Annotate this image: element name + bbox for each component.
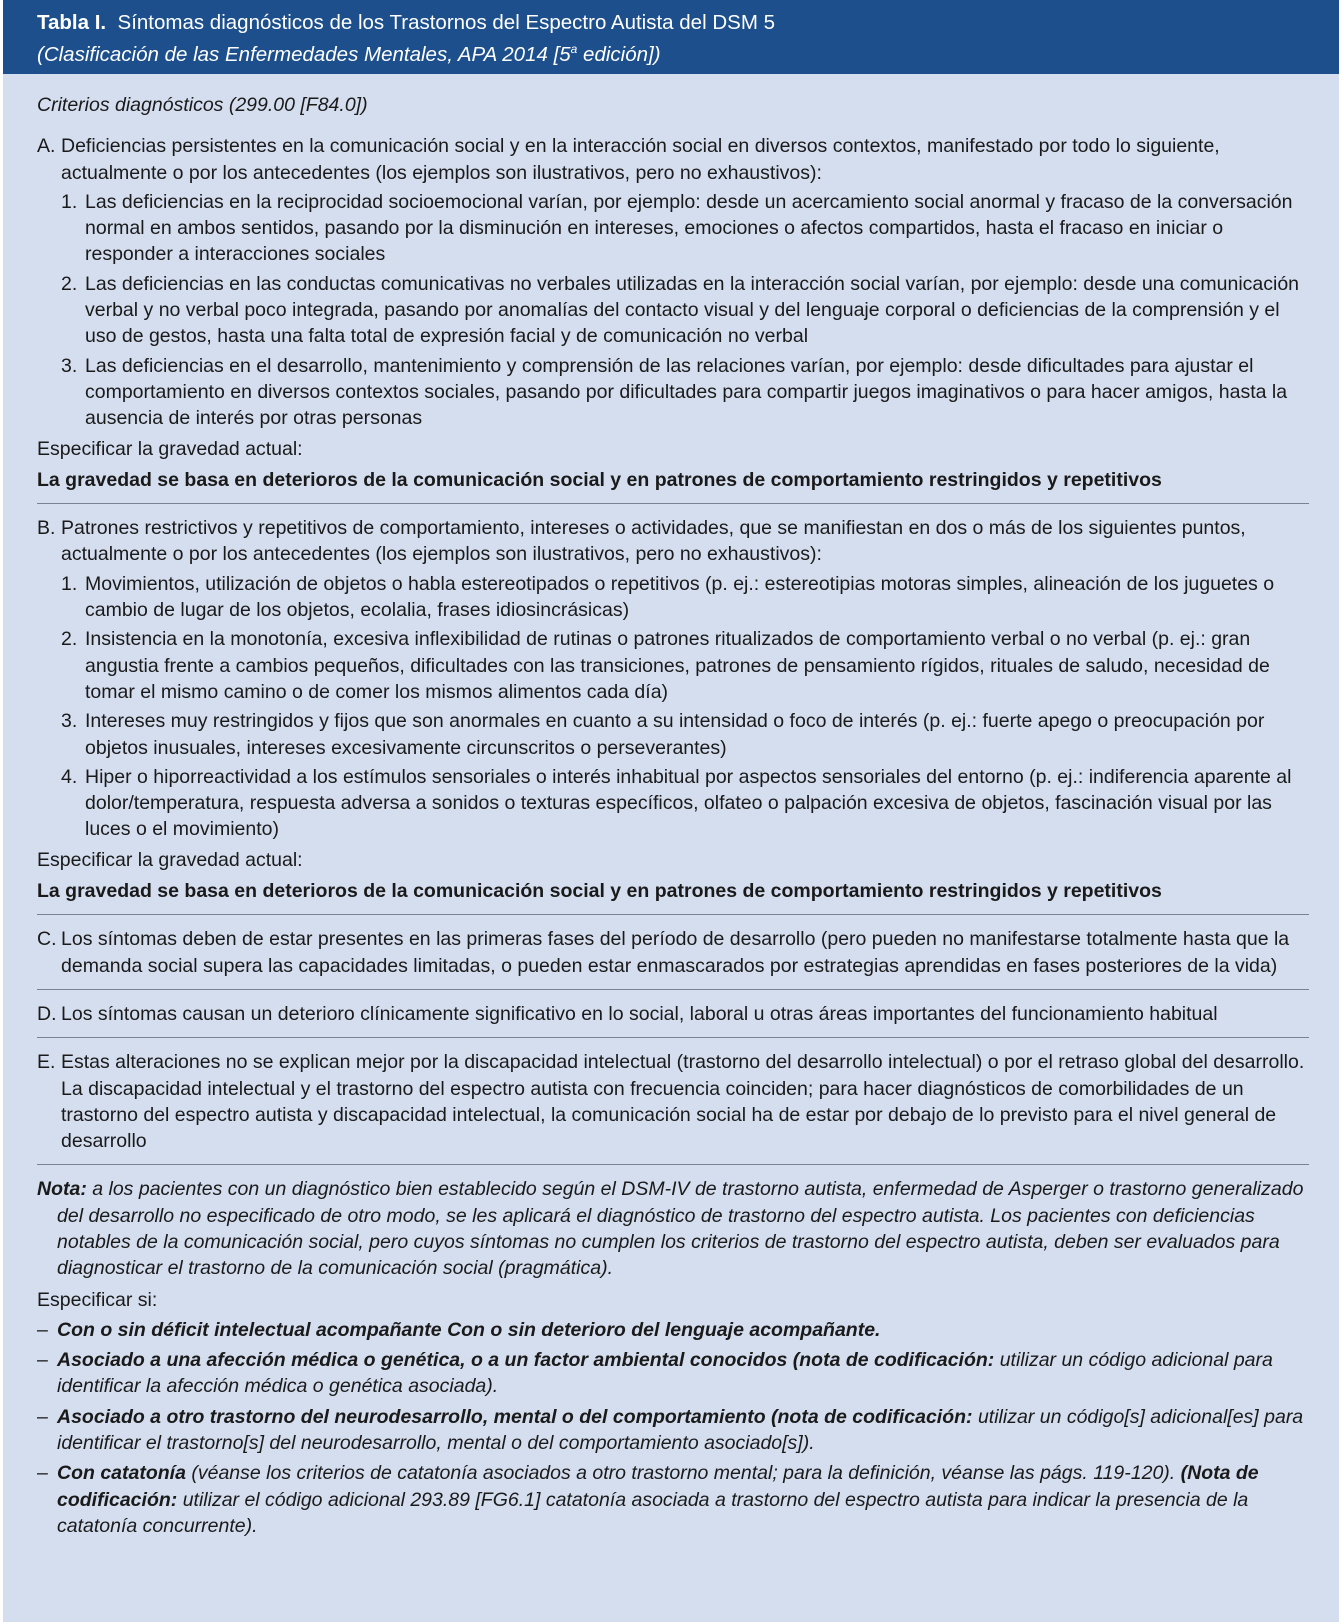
table-title-text: Síntomas diagnósticos de los Trastornos del Espectro Autista del DSM 5 [117, 11, 775, 34]
item-number: 1. [61, 190, 78, 213]
criterion-letter: D. [37, 1002, 57, 1025]
note-paragraph [37, 1176, 1307, 1281]
criterion-d [37, 1001, 1307, 1027]
subtitle-pre: (Clasificación de las Enfermedades Mentales, APA 2014 [5 [37, 42, 571, 66]
item-text: Las deficiencias en las conductas comunicativas no verbales utilizadas en la interacción social varían, por ejemplo: desde una comunicación verbal y no verbal poco integrada, pasando por anomalías del contacto visual y del lenguaje corporal o deficiencias de la comprensión y el uso de gestos, hasta una falta total de expresión facial y de comunicación no verbal [85, 272, 1300, 348]
criterion-letter: A. [37, 135, 56, 158]
dash-bullet: – [37, 1318, 48, 1341]
specifier-rest: utilizar un código[s] adicional[es] para identificar el trastorno[s] del neurodesarrollo, mental o del comportamiento asociado[s]). [57, 1405, 1304, 1455]
divider [37, 1164, 1309, 1165]
specifier-bold: Con catatonía [57, 1462, 186, 1485]
severity-text: La gravedad se basa en deterioros de la comunicación social y en patrones de comportamiento restringidos y repetitivos [37, 468, 1162, 491]
item-text: Hiper o hiporreactividad a los estímulos sensoriales o interés inhabitual por aspectos sensoriales del entorno (p. ej.: indiferencia aparente al dolor/temperatura, respuesta adversa a sonidos o texturas específicos, olfateo o palpación excesiva de objetos, fascinación visual por las luces o el movimiento) [85, 765, 1292, 841]
dash-bullet: – [37, 1462, 48, 1485]
list-item [37, 353, 1307, 432]
specifier-item [37, 1460, 1307, 1539]
specify-if-label: Especificar si: [37, 1288, 158, 1311]
criteria-title: Criterios diagnósticos (299.00 [F84.0]) [37, 94, 368, 116]
dsm5-table [3, 0, 1339, 1622]
specifier-rest: (véanse los criterios de catatonía asociados a otro trastorno mental; para la definición, véanse las págs. 119-120). [185, 1462, 1176, 1485]
note-label: Nota: [37, 1178, 87, 1201]
table-body [3, 74, 1339, 1539]
table-title [37, 9, 1339, 36]
table-header [3, 0, 1339, 74]
subtitle-sup: a [570, 42, 578, 56]
criterion-c [37, 926, 1307, 979]
criterion-a [37, 133, 1307, 493]
item-number: 3. [61, 354, 78, 377]
subtitle-post: edición]) [577, 42, 661, 66]
criterion-e [37, 1049, 1307, 1154]
item-text: Insistencia en la monotonía, excesiva inflexibilidad de rutinas o patrones ritualizados de comportamiento verbal o no verbal (p. ej.: gran angustia frente a cambios pequeños, dificultades con las transiciones, patrones de pensamiento rígidos, rituales de saludo, necesidad de tomar el mismo camino o de comer los mismos alimentos cada día) [85, 628, 1270, 703]
divider [37, 914, 1309, 915]
criterion-b-intro [37, 515, 1307, 568]
table-subtitle [37, 36, 1339, 68]
specifier-item [37, 1347, 1307, 1400]
dash-bullet: – [37, 1349, 48, 1372]
specifier-bold: (Nota de codificación: [57, 1462, 1259, 1511]
severity-spec-label: Especificar la gravedad actual: [37, 437, 303, 460]
criterion-a-intro [37, 133, 1307, 186]
item-text: Las deficiencias en la reciprocidad socioemocional varían, por ejemplo: desde un acercamiento social anormal y fracaso de la conversación normal en ambos sentidos, pasando por la disminución en intereses, emociones o afectos compartidos, hasta el fracaso en iniciar o responder a interacciones sociales [85, 190, 1293, 266]
item-text: Intereses muy restringidos y fijos que son anormales en cuanto a su intensidad o foco de interés (p. ej.: fuerte apego o preocupación por objetos inusuales, intereses excesivamente circunscritos o perseverantes) [85, 710, 1265, 759]
table-number: Tabla I. [37, 11, 107, 34]
item-number: 4. [61, 765, 78, 788]
specifier-item [37, 1404, 1307, 1457]
criterion-text: Estas alteraciones no se explican mejor por la discapacidad intelectual (trastorno del desarrollo intelectual) o por el retraso global del desarrollo. La discapacidad intelectual y el trastorno del espectro autista con frecuencia coinciden; para hacer diagnósticos de comorbilidades de un trastorno del espectro autista y discapacidad intelectual, la comunicación social ha de estar por debajo de lo previsto para el nivel general de desarrollo [61, 1051, 1305, 1153]
list-item [37, 708, 1307, 761]
specifier-rest: utilizar un código adicional para identificar la afección médica o genética asociada). [57, 1349, 1273, 1398]
list-item [37, 764, 1307, 843]
item-number: 3. [61, 710, 78, 733]
criterion-letter: C. [37, 928, 57, 951]
list-item [37, 626, 1307, 705]
item-number: 2. [61, 628, 78, 651]
specifier-item [37, 1317, 1307, 1343]
item-number: 1. [61, 572, 78, 595]
item-number: 2. [61, 272, 78, 295]
divider [37, 503, 1309, 504]
list-item [37, 189, 1307, 268]
specifier-bold: Con o sin déficit intelectual acompañante Con o sin deterioro del lenguaje acompañante. [57, 1318, 881, 1341]
specifier-bold: Asociado a otro trastorno del neurodesarrollo, mental o del comportamiento (nota de codificación: [57, 1405, 973, 1428]
criterion-text: Patrones restrictivos y repetitivos de comportamiento, intereses o actividades, que se manifiestan en dos o más de los siguientes puntos, actualmente o por los antecedentes (los ejemplos son ilustrativos, pero no exhaustivos): [61, 517, 1246, 566]
criterion-text: Los síntomas deben de estar presentes en las primeras fases del período de desarrollo (pero pueden no manifestarse totalmente hasta que la demanda social supera las capacidades limitadas, o pueden estar enmascarados por estrategias aprendidas en fases posteriores de la vida) [61, 928, 1290, 977]
criterion-text: Deficiencias persistentes en la comunicación social y en la interacción social en diversos contextos, manifestado por todo lo siguiente, actualmente o por los antecedentes (los ejemplos son ilustrativos, pero no exhaustivos): [61, 135, 1220, 184]
criterion-letter: E. [37, 1051, 56, 1074]
divider [37, 989, 1309, 990]
dash-bullet: – [37, 1405, 48, 1428]
criterion-b [37, 515, 1307, 904]
criterion-letter: B. [37, 517, 56, 540]
severity-text: La gravedad se basa en deterioros de la comunicación social y en patrones de comportamiento restringidos y repetitivos [37, 880, 1162, 903]
list-item [37, 571, 1307, 624]
severity-spec-label: Especificar la gravedad actual: [37, 848, 303, 871]
divider [37, 1037, 1309, 1038]
specifier-rest: utilizar el código adicional 293.89 [FG6.1] catatonía asociada a trastorno del espectro autista para indicar la presencia de la catatonía concurrente). [57, 1488, 1249, 1537]
specifier-bold: Asociado a una afección médica o genética, o a un factor ambiental conocidos (nota de codificación: [57, 1349, 995, 1372]
criterion-text: Los síntomas causan un deterioro clínicamente significativo en lo social, laboral u otras áreas importantes del funcionamiento habitual [61, 1002, 1218, 1025]
item-text: Movimientos, utilización de objetos o habla estereotipados o repetitivos (p. ej.: estereotipias motoras simples, alineación de los juguetes o cambio de lugar de los objetos, ecolalia, frases idiosincrásicas) [85, 572, 1275, 622]
item-text: Las deficiencias en el desarrollo, mantenimiento y comprensión de las relaciones varían, por ejemplo: desde dificultades para ajustar el comportamiento en diversos contextos sociales, pasando por dificultades para compartir juegos imaginativos o para hacer amigos, hasta la ausencia de interés por otras personas [85, 354, 1288, 430]
list-item [37, 271, 1307, 350]
note-text: a los pacientes con un diagnóstico bien establecido según el DSM-IV de trastorno autista, enfermedad de Asperger o trastorno generalizado del desarrollo no especificado de otro modo, se les aplicará el diagnóstico de trastorno del espectro autista. Los pacientes con deficiencias notables de la comunicación social, pero cuyos síntomas no cumplen los criterios de trastorno del espectro autista, deben ser evaluados para diagnosticar el trastorno de la comunicación social (pragmática). [57, 1178, 1304, 1280]
